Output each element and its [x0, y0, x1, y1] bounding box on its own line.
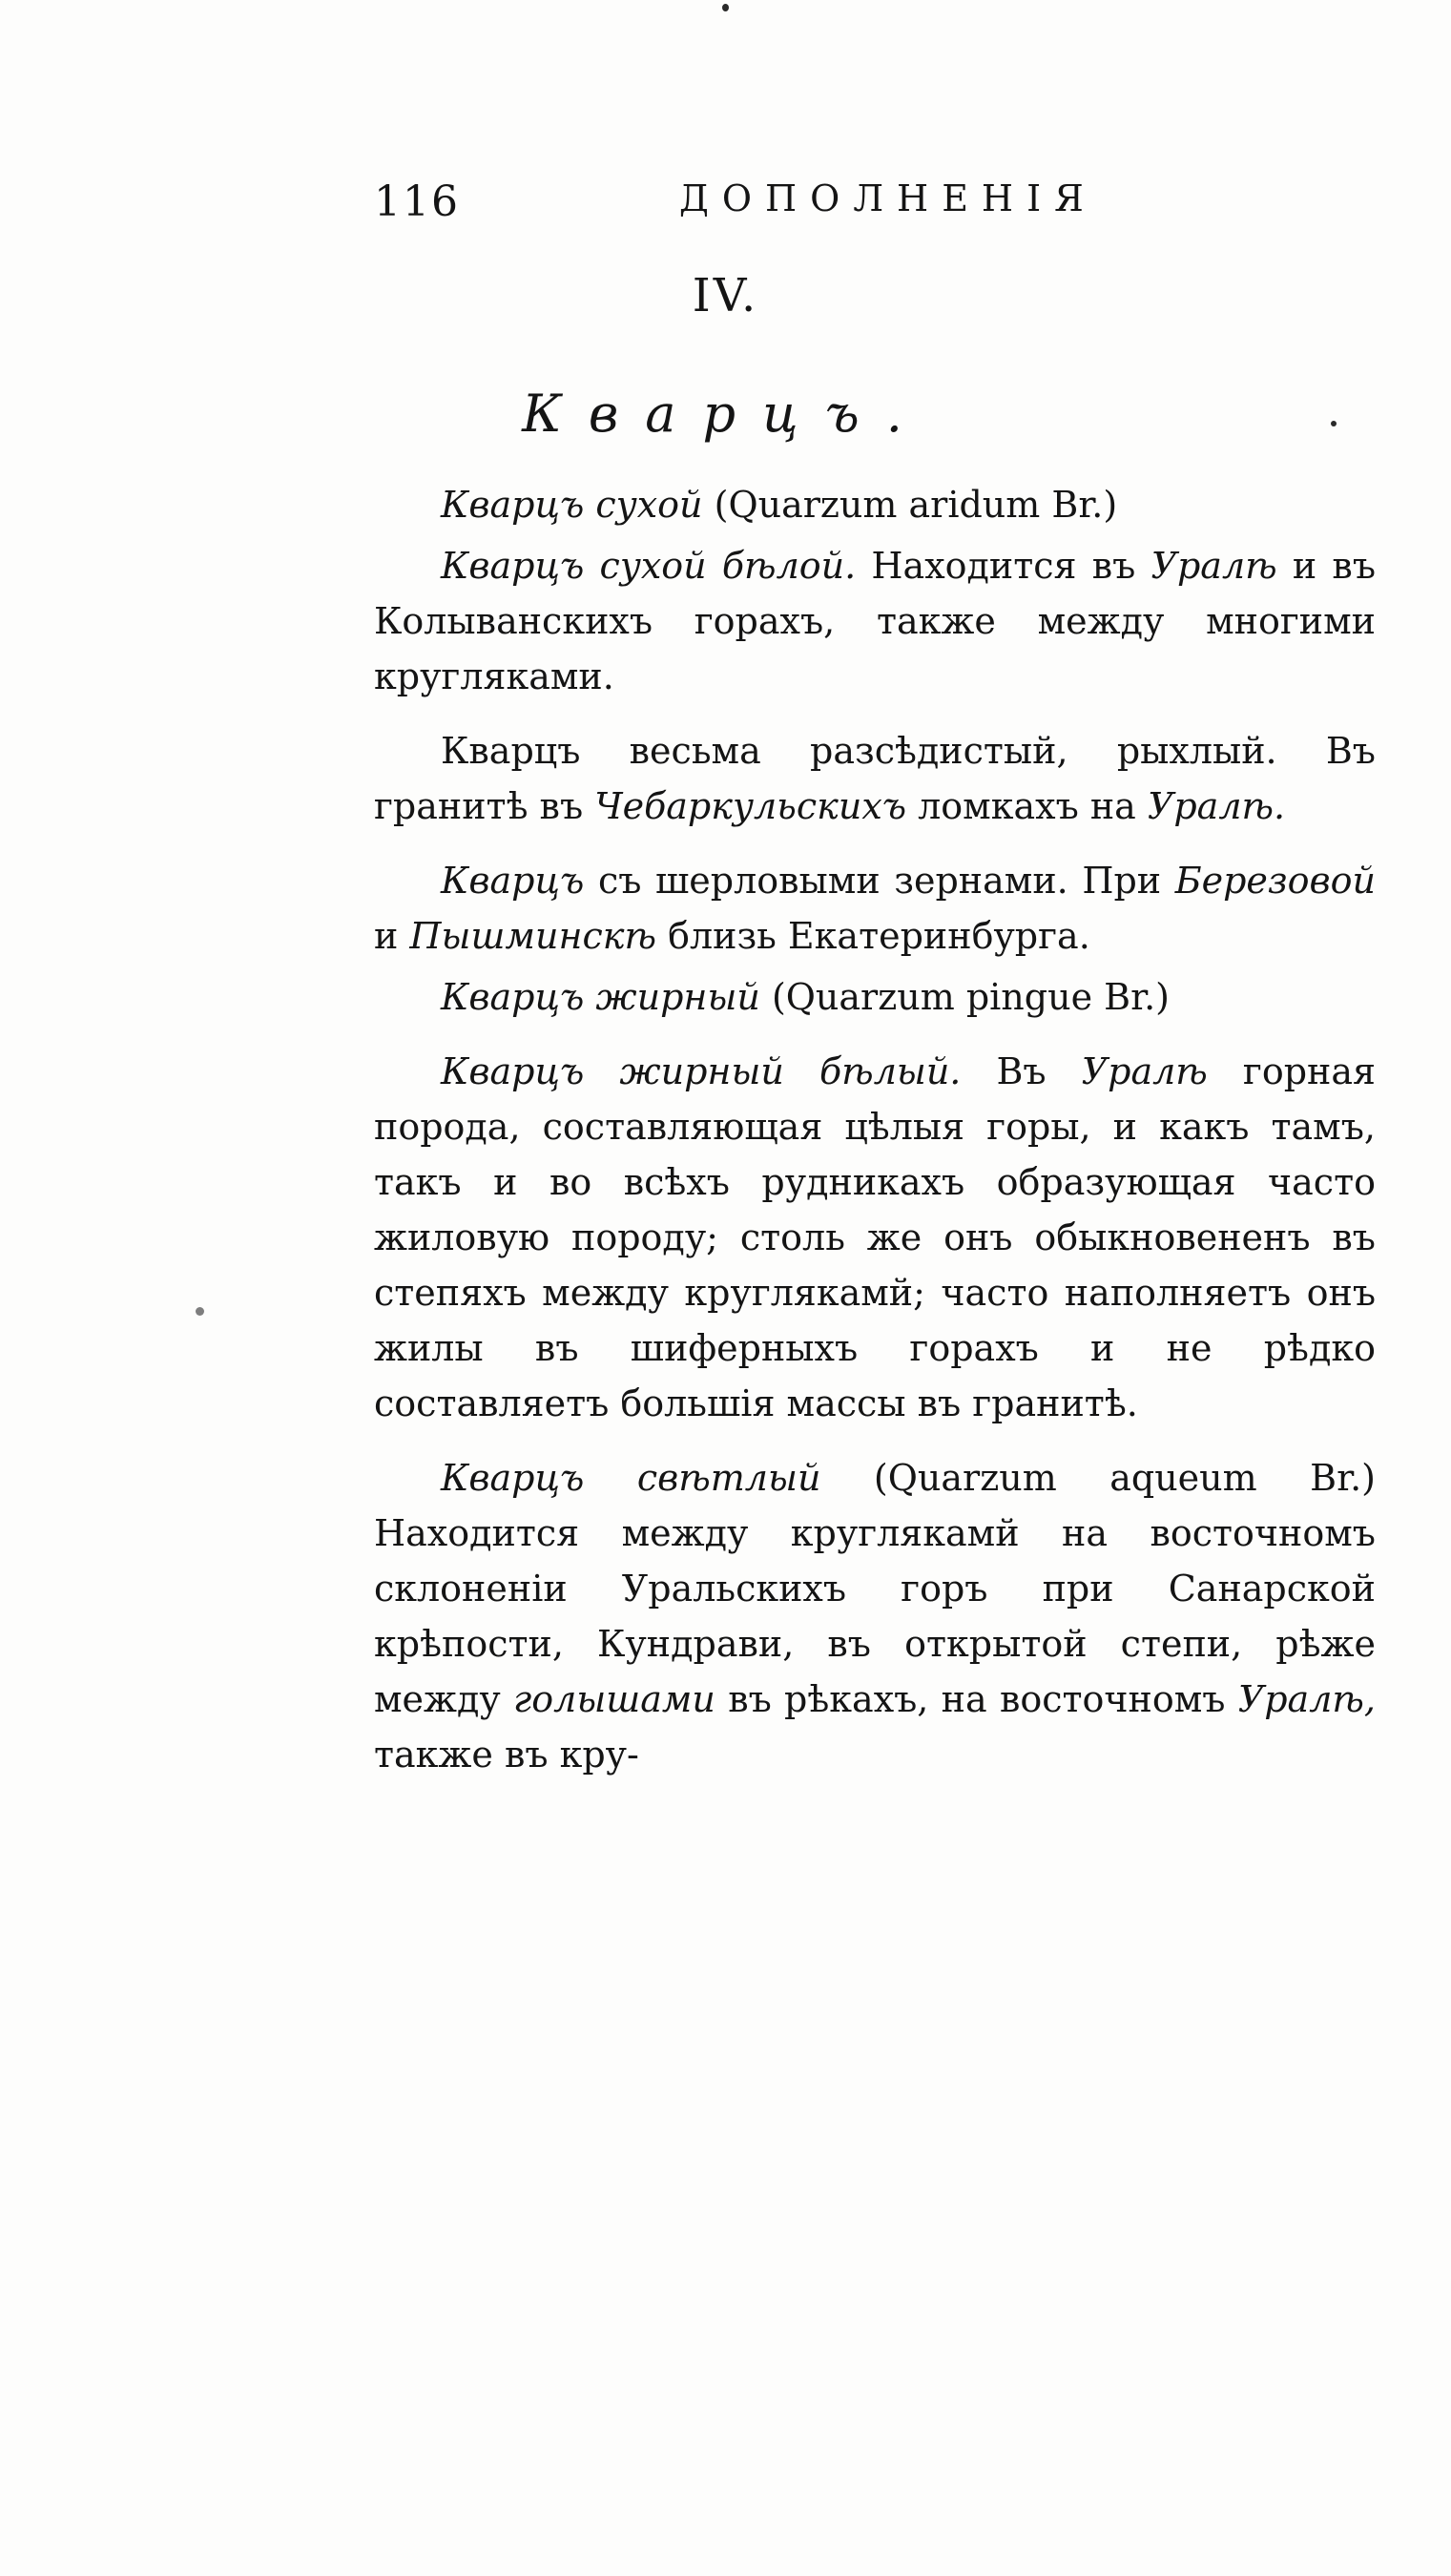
text-run: (Quarzum aqueum Br.) Находится между круглякамй на восточномъ склоненіи Уральскихъ горъ при Санарской крѣпости, Кундрави, въ открытой степи, рѣже между: [374, 1457, 1376, 1720]
paragraph: [374, 1450, 1376, 1782]
running-title: ДОПОЛНЕНІЯ: [679, 177, 1097, 219]
ink-speck: [196, 1307, 204, 1316]
paragraph: [374, 969, 1376, 1025]
text-run: и: [374, 915, 410, 957]
text-run: и въ Колыванскихъ горахъ, также между многими кругляками.: [374, 545, 1376, 697]
ink-speck: [1331, 421, 1337, 426]
text-run: (Quarzum aridum Br.): [702, 484, 1118, 526]
text-run: въ рѣкахъ, на восточномъ: [715, 1678, 1238, 1720]
italic-text-run: Березовой: [1174, 860, 1376, 902]
italic-text-run: Чебаркульскихъ: [594, 785, 907, 827]
text-run: Кварцъ весьма разсѣдистый, рыхлый. Въ гранитѣ въ: [374, 730, 1376, 827]
paragraph: [374, 477, 1376, 532]
text-run: близь Екатеринбурга.: [656, 915, 1090, 957]
paragraph: [374, 538, 1376, 704]
section-number: IV.: [692, 269, 759, 322]
italic-text-run: Кварцъ сухой бѣлой.: [441, 545, 857, 587]
text-run: съ шерловыми зернами. При: [584, 860, 1175, 902]
italic-text-run: Уралѣ,: [1237, 1678, 1376, 1720]
italic-text-run: Кварцъ: [441, 860, 585, 902]
ink-speck: [722, 4, 729, 11]
italic-text-run: Кварцъ жирный бѣлый.: [441, 1050, 962, 1092]
text-run: Находится въ: [856, 545, 1151, 587]
section-title: Кварцъ.: [522, 384, 929, 444]
italic-text-run: Уралѣ: [1150, 545, 1277, 587]
page-header: [374, 177, 1099, 235]
italic-text-run: Кварцъ сухой: [441, 484, 703, 526]
page-number: 116: [374, 177, 460, 226]
text-run: Въ: [961, 1050, 1082, 1092]
paragraph: [374, 853, 1376, 964]
italic-text-run: Кварцъ жирный: [441, 976, 760, 1018]
paragraph: [374, 723, 1376, 834]
text-run: также въ кру-: [374, 1734, 639, 1776]
text-run: (Quarzum pingue Br.): [759, 976, 1170, 1018]
text-run: ломкахъ на: [906, 785, 1148, 827]
italic-text-run: Уралѣ: [1081, 1050, 1208, 1092]
text-run: горная порода, составляющая цѣлыя горы, и какъ тамъ, такъ и во всѣхъ рудникахъ образующая часто жиловую породу; столь же онъ обыкновененъ въ степяхъ между круглякамй; часто наполняетъ онъ жилы въ шиферныхъ горахъ и не рѣдко составляетъ большія массы въ гранитѣ.: [374, 1050, 1376, 1424]
body-text: [374, 477, 1376, 1801]
italic-text-run: Пышминскѣ: [409, 915, 657, 957]
italic-text-run: Уралѣ.: [1147, 785, 1286, 827]
italic-text-run: голышами: [513, 1678, 715, 1720]
italic-text-run: Кварцъ свѣтлый: [441, 1457, 821, 1499]
paragraph: [374, 1044, 1376, 1431]
